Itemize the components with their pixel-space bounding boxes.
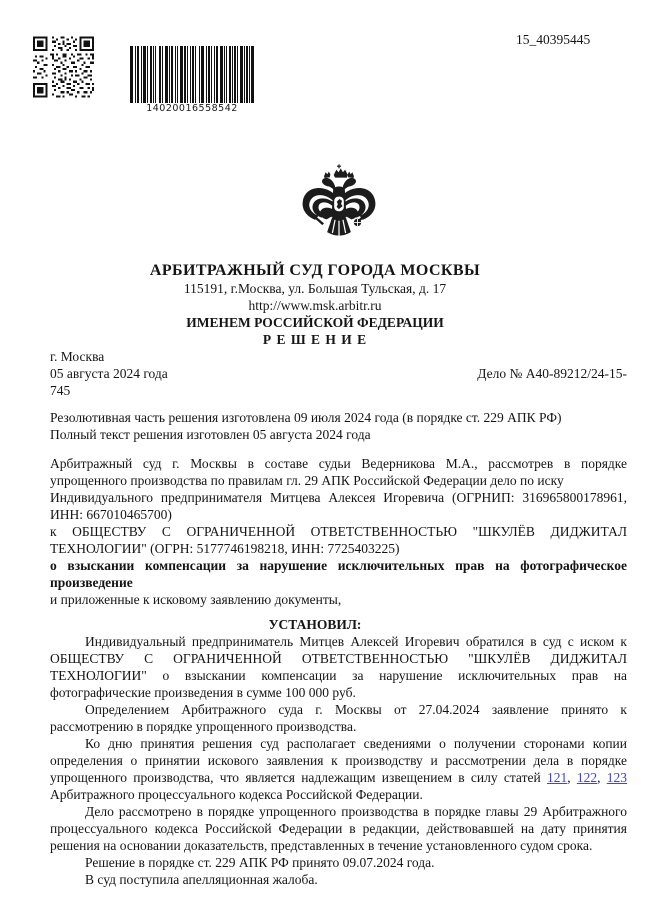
in-the-name-line: ИМЕНЕМ РОССИЙСКОЙ ФЕДЕРАЦИИ [186,315,444,330]
link-article-121[interactable]: 121 [546,770,568,785]
established-heading: УСТАНОВИЛ: [268,617,362,632]
full-text-line: Полный текст решения изготовлен 05 августа 2024 года [50,427,371,442]
attachments-line: и приложенные к исковому заявлению документы, [50,592,342,607]
established-paragraph-2: Определением Арбитражного суда г. Москвы от 27.04.2024 заявление принято к рассмотрению в порядке упрощенного производства. [50,702,627,734]
established-paragraph-5: Решение в порядке ст. 229 АПК РФ принято 09.07.2024 года. [85,855,435,870]
notice-text-after: Арбитражного процессуального кодекса Российской Федерации. [50,787,423,802]
court-address: 115191, г.Москва, ул. Большая Тульская, д. 17 [183,281,447,296]
claim-subject-paragraph: о взыскании компенсации за нарушение исключительных прав на фотографическое произведение [50,558,627,590]
link-separator-1: , [567,770,577,785]
link-separator-2: , [597,770,607,785]
qr-code-icon [33,36,94,98]
court-website: http://www.msk.arbitr.ru [248,298,382,313]
established-paragraph-3 [50,735,627,803]
case-meta [50,348,627,399]
court-name: АРБИТРАЖНЫЙ СУД ГОРОДА МОСКВЫ [149,262,481,279]
defendant-paragraph: к ОБЩЕСТВУ С ОГРАНИЧЕННОЙ ОТВЕТСТВЕННОСТЬЮ "ШКУЛЁВ ДИДЖИТАЛ ТЕХНОЛОГИИ" (ОГРН: 5177746198218, ИНН: 7725403225) [50,524,627,556]
case-number: Дело № А40-89212/24-15- [477,366,627,381]
barcode-bars-icon [130,46,254,103]
document-id: 15_40395445 [516,32,591,47]
decision-date: 05 августа 2024 года [50,366,168,381]
city-label: г. Москва [50,349,105,364]
document-content [50,261,627,888]
document-body [50,409,627,888]
court-composition-paragraph: Арбитражный суд г. Москвы в составе судьи Ведерникова М.А., рассмотрев в порядке упрощенного производства по правилам гл. 29 АПК Российской Федерации дело по иску [50,456,627,488]
barcode [130,46,254,114]
barcode-number: 14020016558542 [146,103,238,114]
case-number-tail: 745 [50,383,71,398]
established-paragraph-1: Индивидуальный предприниматель Митцев Алексей Игоревич обратился в суд с иском к ОБЩЕСТВУ С ОГРАНИЧЕННОЙ ОТВЕТСТВЕННОСТЬЮ "ШКУЛЁВ ДИДЖИТАЛ ТЕХНОЛОГИИ" о взыскании компенсации за нарушение исключительных прав на фотографические произведения в сумме 100 000 руб. [50,634,627,700]
decision-title: Р Е Ш Е Н И Е [262,332,368,347]
notice-text-before: Ко дню принятия решения суд располагает сведениями о получении сторонами копии определения о принятии искового заявления к производству и рассмотрении дела в порядке упрощенного производства, что является надлежащим извещением в силу статей [50,736,627,785]
plaintiff-paragraph: Индивидуального предпринимателя Митцева Алексея Игоревича (ОГРНИП: 316965800178961, ИНН: 667010465700) [50,490,627,522]
link-article-122[interactable]: 122 [576,770,598,785]
link-article-123[interactable]: 123 [606,770,628,785]
coat-of-arms-icon [295,160,383,255]
established-paragraph-6: В суд поступила апелляционная жалоба. [85,872,318,887]
resolutive-part-line: Резолютивная часть решения изготовлена 09 июля 2024 года (в порядке ст. 229 АПК РФ) [50,410,562,425]
court-header [50,261,580,348]
established-paragraph-4: Дело рассмотрено в порядке упрощенного производства в порядке главы 29 Арбитражного процессуального кодекса Российской Федерации в редакции, действовавшей на дату принятия решения на основании доказательств, представленных в течение установленного судом срока. [50,804,627,853]
